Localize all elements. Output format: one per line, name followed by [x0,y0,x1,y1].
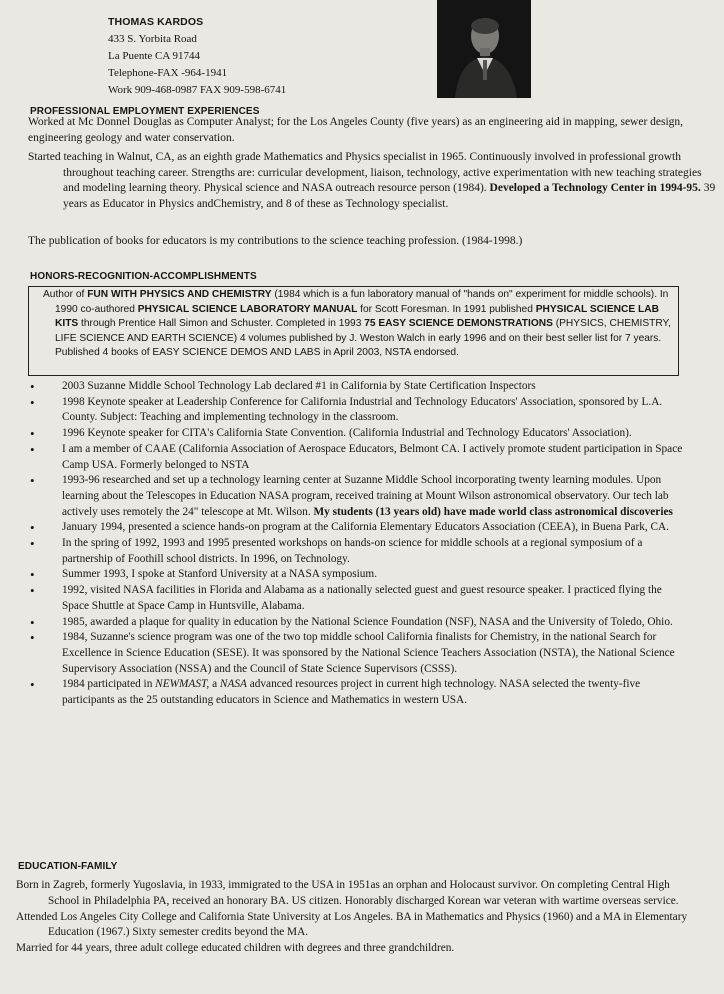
portrait-image [437,0,531,98]
employment-text-2b: Developed a Technology Center in 1994-95. [489,182,701,194]
contact-work: Work 909-468-0987 FAX 909-598-6741 [108,84,287,96]
bullet-icon: • [30,614,35,630]
contact-name: THOMAS KARDOS [108,16,204,28]
list-item [20,473,684,520]
list-item [20,583,684,614]
honors-heading: HONORS-RECOGNITION-ACCOMPLISHMENTS [30,271,257,282]
list-item [20,630,684,677]
honor-text: 1992, visited NASA facilities in Florida and Alabama as a nationally selected guest and guest resource speaker. I practiced flying the Space Shuttle at Space Camp in Huntsville, Alabama. [62,584,662,612]
education-paragraph-2: Attended Los Angeles City College and California State University at Los Angeles. BA in Mathematics and Physics (1960) and a MA in Elementary Education (1967.) Sixty semester credits beyond the MA. [16,910,688,939]
box-text-1: Author of [43,289,88,300]
list-item [20,426,684,442]
employment-text-2c: 39 years as Educator in Physics andChemistry, and 8 of these as Technology specialist. [63,182,716,210]
honor-italic-text: NASA [219,678,247,691]
honor-text: In the spring of 1992, 1993 and 1995 presented workshops on hands-on science for middle schools at a regional symposium of a partnership of Foothill school districts. In 1996, on Technology. [62,537,643,565]
contact-city: La Puente CA 91744 [108,50,200,62]
honor-text: 1985, awarded a plaque for quality in education by the National Science Foundation (NSF), NASA and the University of Toledo, Ohio. [62,615,673,628]
bullet-icon: • [30,441,35,457]
box-text-2: (1984 which is a fun laboratory manual of "hands on" experiment for middle schools). In 1990 co-authored [55,289,669,315]
employment-text-3: The publication of books for educators is my contributions to the science teaching profession. (1984-1998.) [28,235,523,247]
honor-text: 1996 Keynote speaker for CITA's California State Convention. (California Industrial and Technology Educators' Association). [62,427,632,440]
box-text-5: (PHYSICS, CHEMISTRY, LIFE SCIENCE AND EARTH SCIENCE) 4 volumes published by J. Weston Walch in early 1996 and on their best seller list for 7 years. Published 4 books of EASY SCIENCE DEMOS AND LABS in April 2003, NSTA endorsed. [55,318,671,359]
list-item [20,442,684,473]
contact-phone: Telephone-FAX -964-1941 [108,67,228,79]
bullet-icon: • [30,520,35,536]
honor-text: I am a member of CAAE (California Association of Aerospace Educators, Belmont CA. I actively promote student participation in Space Camp USA. Formerly belonged to NSTA [62,442,683,471]
box-bold-3: PHYSICAL SCIENCE LAB KITS [55,303,659,330]
employment-text-2a: Started teaching in Walnut, CA, as an eighth grade Mathematics and Physics specialist in 1965. Continuously involved in professional growth throughout teaching career. Strengths are: curricular development, liaison, technology, active experimentation with new teaching strategies and modeling learning theory. Physical science and NASA outreach resource person (1984). [28,151,702,194]
bullet-icon: • [30,630,35,646]
employment-paragraph-1 [28,115,688,146]
honor-text-rest: advanced resources project in current high technology. NASA selected the twenty-five participants as the 25 outstanding educators in Science and Mathematics in western USA. [62,678,641,707]
honor-text: 2003 Suzanne Middle School Technology Lab declared #1 in California by State Certification Inspectors [62,380,536,392]
employment-heading: PROFESSIONAL EMPLOYMENT EXPERIENCES [30,106,260,117]
honor-text-mid: a [209,678,220,691]
bullet-icon: • [30,536,35,552]
box-bold-2: PHYSICAL SCIENCE LABORATORY MANUAL [137,303,358,315]
list-item [20,379,684,395]
bullet-icon: • [30,677,35,693]
list-item [20,677,684,708]
list-item [20,615,684,631]
box-text-4: through Prentice Hall Simon and Schuster. Completed in 1993 [78,318,365,330]
education-paragraph-1: Born in Zagreb, formerly Yugoslavia, in 1933, immigrated to the USA in 1951as an orphan and Holocaust survivor. On completing Central High School in Philadelphia PA, received an honorary BA. US citizen. Honorably discharged Korean war veteran with wartime overseas service. [16,879,679,907]
bullet-icon: • [30,583,35,599]
employment-paragraph-3 [28,234,688,250]
education-paragraph-3: Married for 44 years, three adult college educated children with degrees and three grandchildren. [16,942,455,955]
honor-italic-text: NEWMAST, [155,678,210,691]
portrait-photo [437,0,531,98]
honor-text: 1984, Suzanne's science program was one of the two top middle school California finalists for Chemistry, in the national Search for Excellence in Science Education (SESE). It was sponsored by the National Science Teachers Association (NSTA), the National Science Supervisory Association (NSSA) and the Council of State Science Supervisors (CSSS). [62,631,675,675]
employment-paragraph-2 [28,150,721,212]
list-item [20,536,684,567]
honor-bold-text: My students (13 years old) have made world class astronomical discoveries [313,505,673,518]
education-heading: EDUCATION-FAMILY [18,861,118,872]
list-item [20,520,684,536]
list-item [20,567,684,583]
honor-text: January 1994, presented a science hands-on program at the California Elementary Educators Association (CEEA), in Buena Park, CA. [62,521,670,534]
contact-address: 433 S. Yorbita Road [108,33,197,45]
bullet-icon: • [30,567,35,583]
publications-text [43,288,672,361]
honor-text: 1998 Keynote speaker at Leadership Conference for California Industrial and Technology Educators' Association, sponsored by L.A. County. Subject: Teaching and implementing technology in the classroom. [62,395,663,424]
employment-text-1: Worked at Mc Donnel Douglas as Computer Analyst; for the Los Angeles County (five years) as an engineering aid in mapping, sewer design, engineering geology and water conservation. [28,116,684,144]
bullet-icon: • [30,473,35,489]
box-bold-1: FUN WITH PHYSICS AND CHEMISTRY [87,289,272,300]
box-text-3: for Scott Foresman. In 1991 published [357,303,536,315]
honor-text: Summer 1993, I spoke at Stanford University at a NASA symposium. [62,568,378,581]
bullet-icon: • [30,379,35,394]
bullet-icon: • [30,426,35,442]
box-bold-4: 75 EASY SCIENCE DEMONSTRATIONS [364,318,553,330]
list-item [20,395,684,426]
bullet-icon: • [30,394,35,410]
contact-block [108,14,286,99]
honor-text: 1984 participated in [62,678,156,691]
honor-text: 1993-96 researched and set up a technology learning center at Suzanne Middle School incorporating twenty learning modules. Upon learning about the Telescopes in Education NASA program, received training at Mount Wilson astronomical observatory. Our tech lab actively uses remotely the 24" telescope at Mt. Wilson. [62,474,669,518]
honors-list [20,379,684,709]
education-block [16,878,688,957]
publications-box [28,286,679,376]
